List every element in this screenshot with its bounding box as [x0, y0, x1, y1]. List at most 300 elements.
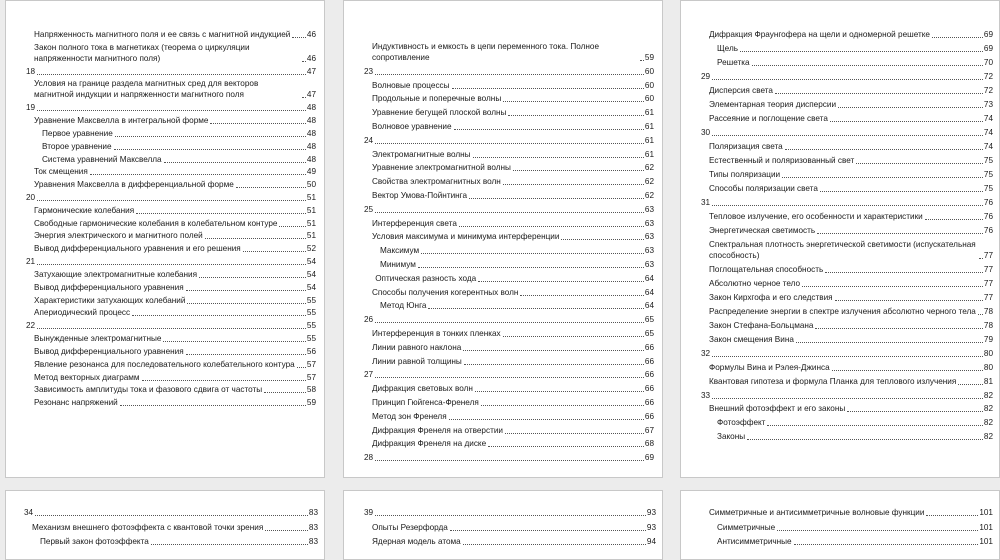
dot-leader: [835, 300, 983, 301]
toc-entry[interactable]: [34, 243, 316, 254]
toc-page-number: 93: [646, 508, 656, 517]
toc-entry-title: Гармонические колебания: [34, 205, 135, 215]
toc-entry-title: Свободные гармонические колебания в колебательном контуре: [34, 218, 278, 228]
toc-entry-title: Электромагнитные волны: [372, 149, 471, 159]
toc-entry[interactable]: [372, 356, 654, 367]
toc-entry[interactable]: [372, 397, 654, 408]
toc-entry-title: Типы поляризации: [709, 169, 781, 179]
toc-entry-title: Спектральная плотность энергетической светимости (испускательная способность): [709, 239, 976, 260]
toc-entry[interactable]: [709, 278, 993, 289]
toc-page-number: 48: [306, 103, 316, 113]
toc-entry-title: Вывод дифференциального уравнения и его решения: [34, 244, 241, 254]
toc-section-number[interactable]: [26, 256, 316, 267]
toc-page-number: 55: [306, 334, 316, 344]
toc-page-number: 94: [646, 537, 656, 547]
dot-leader: [375, 460, 644, 461]
toc-entry-title: Свойства электромагнитных волн: [372, 177, 501, 187]
toc-page-number: 66: [644, 384, 654, 394]
toc-page-number: 72: [983, 71, 993, 81]
toc-entry[interactable]: [717, 536, 993, 547]
dot-leader: [752, 65, 983, 66]
toc-entry-title: Метод Юнга: [380, 301, 427, 311]
toc-entry[interactable]: [34, 282, 316, 293]
toc-page-number: 83: [308, 522, 318, 532]
dot-leader: [979, 258, 983, 259]
toc-entry[interactable]: [34, 218, 316, 229]
toc-entry-title: Рассеяние и поглощение света: [709, 113, 828, 123]
toc-section-number[interactable]: [364, 204, 654, 215]
toc-entry[interactable]: [372, 287, 654, 298]
toc-page-number: 77: [983, 292, 993, 302]
toc-entry[interactable]: [380, 300, 654, 311]
toc-entry[interactable]: [717, 522, 993, 533]
dot-leader: [838, 107, 983, 108]
dot-leader: [926, 515, 978, 516]
toc-page-number: 69: [983, 30, 993, 39]
toc-entry[interactable]: [34, 333, 316, 344]
toc-section-number[interactable]: [701, 71, 993, 82]
toc-entry[interactable]: [34, 42, 316, 64]
dot-leader: [782, 177, 983, 178]
toc-entry-title: Закон Стефана-Больцмана: [709, 320, 814, 330]
toc-page-number: 60: [644, 80, 654, 90]
dot-leader: [375, 322, 644, 323]
toc-page-number: 62: [644, 191, 654, 200]
toc-page-number: 62: [644, 163, 654, 173]
toc-page-number: 82: [983, 432, 993, 442]
dot-leader: [375, 143, 644, 144]
toc-section-number[interactable]: [701, 348, 993, 359]
dot-leader: [205, 238, 306, 239]
dot-leader: [454, 129, 644, 130]
dot-leader: [142, 380, 306, 381]
toc-section-number[interactable]: [364, 369, 654, 380]
toc-page-number: 48: [306, 128, 316, 138]
toc-entry[interactable]: [380, 245, 654, 256]
dot-leader: [712, 356, 983, 357]
toc-entry[interactable]: [717, 57, 993, 68]
dot-leader: [847, 411, 983, 412]
toc-page-number: 82: [983, 404, 993, 414]
toc-page-number: 55: [306, 308, 316, 318]
toc-entry-title: Интерференция света: [372, 218, 457, 228]
toc-section-number[interactable]: [364, 314, 654, 325]
dot-leader: [856, 163, 983, 164]
toc-entry-title: Распределение энергии в спектре излучения абсолютно черного тела: [709, 306, 976, 316]
toc-entry[interactable]: [372, 438, 654, 449]
toc-page-number: 63: [644, 232, 654, 242]
toc-entry-title: Апериодический процесс: [34, 308, 131, 318]
dot-leader: [712, 205, 983, 206]
toc-entry-title: Тепловое излучение, его особенности и характеристики: [709, 211, 923, 221]
toc-entry-title: 27: [364, 370, 374, 380]
toc-page-number: 66: [644, 398, 654, 407]
toc-page-number: 66: [644, 411, 654, 421]
dot-leader: [513, 170, 644, 171]
toc-entry-title: 30: [701, 127, 711, 137]
toc-page-number: 55: [306, 321, 316, 331]
toc-entry[interactable]: [372, 121, 654, 132]
toc-entry-title: Естественный и поляризованный свет: [709, 155, 855, 165]
toc-entry-title: Линии равного наклона: [372, 342, 462, 352]
toc-entry[interactable]: [42, 154, 316, 165]
toc-page-number: 57: [306, 359, 316, 369]
toc-entry-title: Фотоэффект: [717, 418, 766, 428]
toc-entry[interactable]: [709, 155, 993, 166]
dot-leader: [802, 286, 983, 287]
dot-leader: [186, 290, 306, 291]
toc-page-number: 101: [979, 522, 993, 532]
dot-leader: [375, 212, 644, 213]
toc-section-number[interactable]: [26, 66, 316, 77]
dot-leader: [264, 392, 306, 393]
document-page-1: [5, 0, 325, 478]
toc-page-number: 61: [644, 149, 654, 159]
toc-entry-title: Вывод дифференциального уравнения: [34, 282, 184, 292]
toc-entry-title: 26: [364, 315, 374, 325]
toc-page-number: 48: [306, 116, 316, 126]
toc-entry-title: 31: [701, 197, 711, 207]
toc-page-number: 59: [644, 53, 654, 62]
toc-page-number: 76: [983, 197, 993, 207]
toc-entry-title: 21: [26, 257, 36, 267]
dot-leader: [297, 367, 306, 368]
toc-entry-title: Закон полного тока в магнетиках (теорема о циркуляции напряженности магнитного поля): [34, 42, 250, 63]
toc-page-number: 64: [644, 301, 654, 311]
toc-page-number: 73: [983, 99, 993, 109]
toc-entry-title: Резонанс напряжений: [34, 398, 118, 408]
toc-page-number: 60: [644, 94, 654, 104]
toc-entry[interactable]: [709, 292, 993, 303]
toc-entry[interactable]: [709, 225, 993, 236]
toc-entry[interactable]: [34, 115, 316, 126]
toc-entry[interactable]: [34, 179, 316, 190]
toc-entry-title: 28: [364, 453, 374, 463]
toc-entry-title: Решетка: [717, 57, 750, 67]
toc-entry-title: Характеристики затухающих колебаний: [34, 295, 186, 305]
toc-page-number: 77: [983, 278, 993, 288]
toc-entry[interactable]: [42, 128, 316, 139]
toc-entry-title: Дифракция Френеля на диске: [372, 439, 487, 449]
toc-page-number: 79: [983, 334, 993, 344]
toc-entry[interactable]: [709, 113, 993, 124]
toc-entry[interactable]: [372, 190, 654, 201]
toc-entry-title: 18: [26, 66, 36, 76]
dot-leader: [520, 295, 643, 296]
document-page-5: [343, 490, 663, 560]
toc-entry[interactable]: [372, 231, 654, 242]
toc-entry[interactable]: [40, 536, 318, 547]
document-page-6: [680, 490, 1000, 560]
toc-entry-title: 29: [701, 71, 711, 81]
toc-section-number[interactable]: [364, 135, 654, 146]
toc-entry-title: Первое уравнение: [42, 128, 113, 138]
dot-leader: [375, 515, 646, 516]
dot-leader: [503, 336, 644, 337]
toc-page-number: 51: [306, 218, 316, 228]
dot-leader: [114, 149, 306, 150]
toc-entry[interactable]: [34, 384, 316, 395]
dot-leader: [90, 174, 306, 175]
dot-leader: [302, 61, 306, 62]
toc-entry[interactable]: [34, 307, 316, 318]
toc-page-number: 66: [644, 342, 654, 352]
toc-entry-title: Щель: [717, 43, 739, 53]
toc-entry[interactable]: [34, 230, 316, 241]
toc-page-number: 54: [306, 282, 316, 292]
toc-entry-title: Формулы Вина и Рэлея-Джинса: [709, 362, 830, 372]
toc-entry[interactable]: [709, 141, 993, 152]
toc-section-number[interactable]: [364, 507, 656, 518]
toc-entry[interactable]: [372, 80, 654, 91]
toc-entry[interactable]: [34, 346, 316, 357]
toc-page-number: 46: [306, 53, 316, 63]
toc-entry[interactable]: [372, 536, 656, 547]
toc-page-number: 47: [306, 90, 316, 100]
toc-entry[interactable]: [372, 93, 654, 104]
toc-entry-title: Элементарная теория дисперсии: [709, 99, 837, 109]
toc-entry-title: Закон смещения Вина: [709, 334, 794, 344]
toc-entry-title: 25: [364, 204, 374, 214]
toc-entry[interactable]: [34, 359, 316, 370]
toc-page-number: 69: [644, 453, 654, 463]
toc-entry[interactable]: [34, 166, 316, 177]
dot-leader: [932, 37, 983, 38]
dot-leader: [449, 419, 644, 420]
dot-leader: [37, 74, 306, 75]
toc-entry-title: Законы: [717, 432, 746, 442]
toc-entry[interactable]: [372, 328, 654, 339]
toc-page-number: 47: [306, 66, 316, 76]
toc-page-number: 75: [983, 155, 993, 165]
toc-entry[interactable]: [372, 162, 654, 173]
toc-entry-title: Уравнение Максвелла в интегральной форме: [34, 116, 209, 126]
toc-entry[interactable]: [709, 334, 993, 345]
toc-entry-title: Вывод дифференциального уравнения: [34, 346, 184, 356]
toc-section-number[interactable]: [26, 192, 316, 203]
toc-entry[interactable]: [717, 43, 993, 54]
dot-leader: [488, 446, 644, 447]
dot-leader: [777, 530, 978, 531]
toc-section-number[interactable]: [701, 127, 993, 138]
dot-leader: [292, 37, 306, 38]
dot-leader: [712, 398, 983, 399]
toc-entry[interactable]: [709, 264, 993, 275]
toc-section-number[interactable]: [701, 197, 993, 208]
toc-page-number: 61: [644, 122, 654, 131]
toc-entry[interactable]: [709, 85, 993, 96]
toc-entry-title: Опыты Резерфорда: [372, 522, 448, 532]
toc-page-number: 66: [644, 356, 654, 366]
toc-page-number: 64: [644, 273, 654, 283]
dot-leader: [832, 370, 983, 371]
toc-entry[interactable]: [709, 403, 993, 414]
toc-page-number: 49: [306, 167, 316, 177]
toc-page-number: 58: [306, 385, 316, 395]
toc-entry-title: Линии равной толщины: [372, 356, 462, 366]
toc-entry-title: Закон Кирхгофа и его следствия: [709, 292, 833, 302]
toc-entry-title: Затухающие электромагнитные колебания: [34, 269, 198, 279]
toc-entry[interactable]: [372, 425, 654, 436]
toc-page-number: 57: [306, 372, 316, 382]
toc-entry-title: Ток смещения: [34, 167, 88, 177]
toc-section-number[interactable]: [364, 452, 654, 463]
toc-page-number: 101: [979, 537, 993, 547]
toc-page-number: 51: [306, 231, 316, 241]
dot-leader: [450, 530, 646, 531]
toc-entry[interactable]: [372, 522, 656, 533]
toc-entry-title: Внешний фотоэффект и его законы: [709, 404, 846, 414]
toc-entry-title: Вектор Умова-Пойнтинга: [372, 191, 468, 200]
toc-entry[interactable]: [372, 149, 654, 160]
dot-leader: [265, 530, 308, 531]
toc-entry-title: Поглощательная способность: [709, 264, 824, 274]
toc-entry[interactable]: [717, 417, 993, 428]
document-page-2: [343, 0, 663, 478]
dot-leader: [785, 149, 983, 150]
toc-page-number: 74: [983, 113, 993, 123]
toc-entry[interactable]: [709, 376, 993, 387]
dot-leader: [115, 136, 306, 137]
toc-entry[interactable]: [34, 372, 316, 383]
toc-entry-title: Дифракция Фраунгофера на щели и одномерной решетке: [709, 30, 930, 39]
toc-entry-title: Абсолютно черное тело: [709, 278, 801, 288]
toc-entry[interactable]: [34, 78, 316, 100]
toc-entry[interactable]: [372, 383, 654, 394]
dot-leader: [187, 303, 305, 304]
toc-entry[interactable]: [380, 259, 654, 270]
dot-leader: [508, 115, 643, 116]
toc-entry-title: Принцип Гюйгенса-Френеля: [372, 398, 479, 407]
toc-page-number: 52: [306, 244, 316, 254]
dot-leader: [505, 433, 644, 434]
toc-entry[interactable]: [42, 141, 316, 152]
toc-section-number[interactable]: [26, 102, 316, 113]
toc-page-number: 83: [308, 508, 318, 517]
dot-leader: [452, 88, 644, 89]
toc-entry[interactable]: [34, 397, 316, 408]
toc-entry[interactable]: [372, 218, 654, 229]
toc-section-number[interactable]: [24, 507, 318, 518]
toc-page-number: 77: [983, 250, 993, 260]
toc-page-number: 78: [983, 320, 993, 330]
toc-entry[interactable]: [709, 362, 993, 373]
toc-page-number: 61: [644, 135, 654, 145]
toc-entry[interactable]: [709, 239, 993, 261]
toc-page-number: 75: [983, 183, 993, 193]
toc-entry[interactable]: [372, 41, 654, 63]
toc-entry-title: 34: [24, 508, 34, 517]
dot-leader: [712, 79, 983, 80]
toc-entry[interactable]: [717, 431, 993, 442]
toc-entry[interactable]: [709, 211, 993, 222]
toc-entry-title: Явление резонанса для последовательного колебательного контура: [34, 359, 295, 369]
toc-entry[interactable]: [709, 183, 993, 194]
dot-leader: [503, 184, 644, 185]
toc-page-number: 63: [644, 218, 654, 228]
dot-leader: [35, 515, 308, 516]
dot-leader: [464, 364, 644, 365]
toc-entry-title: Симметричные: [717, 522, 776, 532]
toc-entry[interactable]: [375, 273, 654, 284]
toc-entry-title: Способы получения когерентных волн: [372, 287, 519, 297]
toc-page-number: 48: [306, 154, 316, 164]
toc-entry[interactable]: [709, 320, 993, 331]
dot-leader: [978, 314, 983, 315]
dot-leader: [132, 315, 306, 316]
toc-entry-title: Метод зон Френеля: [372, 411, 447, 421]
toc-page-number: 48: [306, 141, 316, 151]
toc-page-number: 81: [983, 376, 993, 386]
toc-section-number[interactable]: [701, 390, 993, 401]
dot-leader: [136, 213, 306, 214]
toc-page-number: 82: [983, 418, 993, 428]
dot-leader: [473, 157, 644, 158]
toc-section-number[interactable]: [364, 66, 654, 77]
dot-leader: [775, 93, 983, 94]
toc-entry-title: Максимум: [380, 246, 420, 256]
toc-page-number: 66: [644, 370, 654, 380]
toc-entry[interactable]: [372, 411, 654, 422]
dot-leader: [421, 253, 644, 254]
dot-leader: [825, 272, 983, 273]
toc-entry[interactable]: [709, 99, 993, 110]
dot-leader: [199, 277, 306, 278]
toc-entry-title: Способы поляризации света: [709, 183, 818, 193]
toc-page-number: 82: [983, 390, 993, 400]
toc-entry[interactable]: [372, 107, 654, 118]
toc-page-number: 61: [644, 108, 654, 118]
toc-entry-title: Оптическая разность хода: [375, 273, 477, 283]
toc-entry-title: 19: [26, 103, 36, 113]
toc-page-number: 101: [979, 508, 993, 517]
toc-entry[interactable]: [34, 269, 316, 280]
toc-entry-title: Энергия электрического и магнитного полей: [34, 231, 203, 241]
toc-entry[interactable]: [34, 29, 316, 40]
toc-page-number: 51: [306, 205, 316, 215]
toc-page-number: 80: [983, 348, 993, 358]
toc-entry-title: Поляризация света: [709, 141, 783, 151]
toc-page-number: 77: [983, 264, 993, 274]
toc-entry[interactable]: [709, 29, 993, 40]
toc-entry-title: 20: [26, 193, 36, 203]
toc-entry-title: 33: [701, 390, 711, 400]
toc-entry-title: Напряженность магнитного поля и ее связь с магнитной индукцией: [34, 30, 291, 39]
toc-entry-title: Индуктивность и емкость в цепи переменного тока. Полное сопротивление: [372, 42, 600, 62]
toc-page-number: 54: [306, 257, 316, 267]
toc-page-number: 63: [644, 204, 654, 214]
toc-entry[interactable]: [34, 295, 316, 306]
toc-entry-title: Волновое уравнение: [372, 122, 452, 131]
toc-page-number: 68: [644, 439, 654, 449]
toc-page-number: 62: [644, 177, 654, 187]
toc-page-number: 64: [644, 287, 654, 297]
toc-entry[interactable]: [709, 507, 993, 518]
toc-entry-title: Зависимость амплитуды тока и фазового сдвига от частоты: [34, 385, 263, 395]
toc-entry[interactable]: [34, 205, 316, 216]
toc-entry[interactable]: [372, 342, 654, 353]
toc-entry[interactable]: [32, 522, 318, 533]
toc-entry[interactable]: [709, 306, 993, 317]
toc-entry[interactable]: [709, 169, 993, 180]
dot-leader: [375, 377, 644, 378]
toc-section-number[interactable]: [26, 320, 316, 331]
toc-entry[interactable]: [372, 176, 654, 187]
toc-entry-title: Интерференция в тонких пленках: [372, 329, 501, 338]
dot-leader: [186, 354, 306, 355]
dot-leader: [958, 384, 983, 385]
toc-page-number: 72: [983, 85, 993, 95]
